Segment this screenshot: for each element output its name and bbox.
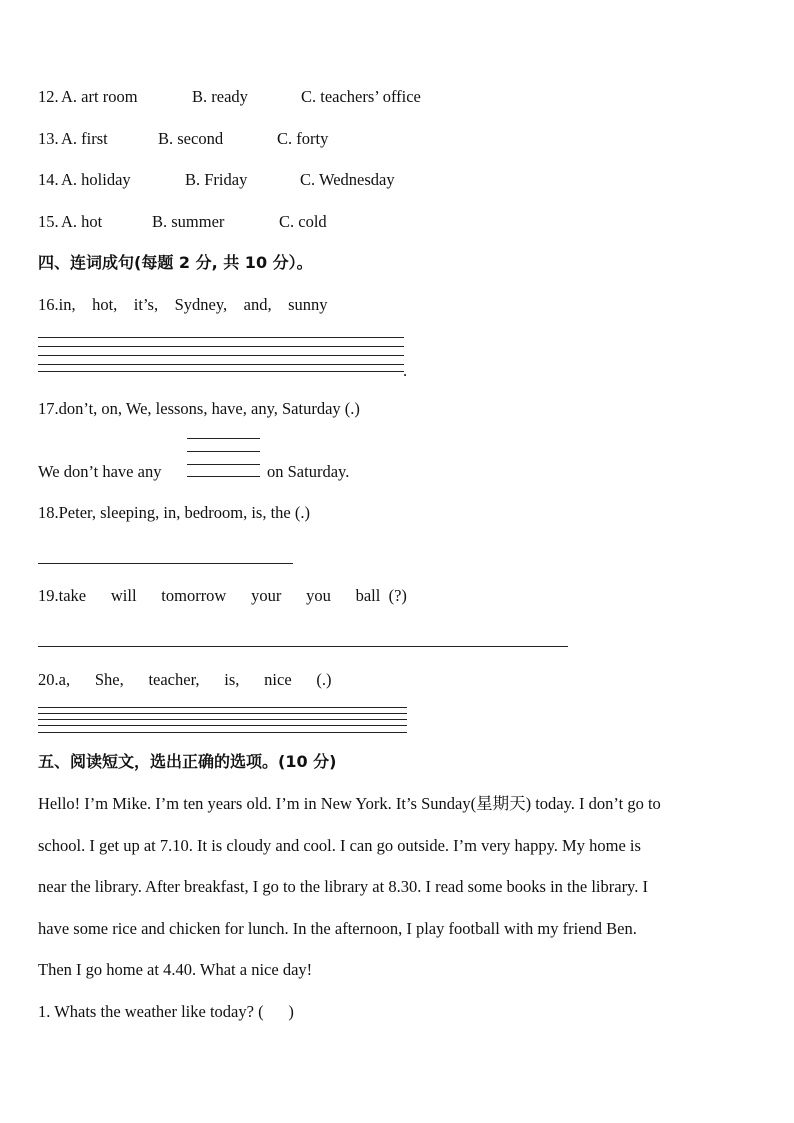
question-number: 15. xyxy=(38,212,59,231)
answer-line[interactable] xyxy=(187,464,260,465)
reading-passage xyxy=(38,783,768,991)
option-c: C. cold xyxy=(279,212,327,231)
option-c: C. forty xyxy=(277,129,329,148)
section-4-heading: 四、连词成句(每题 2 分, 共 10 分）。 xyxy=(38,253,313,272)
question-17 xyxy=(38,399,360,419)
passage-line: have some rice and chicken for lunch. In the afternoon, I play football with my friend Ben. xyxy=(38,918,637,938)
question-14 xyxy=(38,170,738,190)
question-12 xyxy=(38,87,738,107)
question-number: 13. xyxy=(38,129,59,148)
question-number: 12. xyxy=(38,87,59,106)
section-5-heading: 五、阅读短文，选出正确的选项。(10 分) xyxy=(38,752,337,771)
answer-line[interactable] xyxy=(38,646,568,647)
question-number: 19. xyxy=(38,586,59,605)
passage-line: Hello! I’m Mike. I’m ten years old. I’m in New York. It’s Sunday(星期天) today. I don’t go to xyxy=(38,794,661,813)
word-list: don’t, on, We, lessons, have, any, Saturday (.) xyxy=(58,399,360,418)
answer-line[interactable] xyxy=(38,355,404,356)
word-list: a, She, teacher, is, nice (.) xyxy=(58,670,332,689)
option-a: A. holiday xyxy=(61,170,131,189)
question-number: 16. xyxy=(38,295,59,314)
answer-line[interactable] xyxy=(38,364,404,365)
word-list: take will tomorrow your you ball (?) xyxy=(58,586,407,605)
sentence-period: . xyxy=(403,361,408,380)
passage-line: school. I get up at 7.10. It is cloudy and cool. I can go outside. I’m very happy. My home is xyxy=(38,835,641,855)
question-number: 20. xyxy=(38,670,59,689)
option-a: A. art room xyxy=(61,87,138,106)
passage-line: near the library. After breakfast, I go to the library at 8.30. I read some books in the library. I xyxy=(38,877,648,896)
answer-line[interactable] xyxy=(38,346,404,347)
sentence-start: We don’t have any xyxy=(38,462,162,481)
answer-line[interactable] xyxy=(187,451,260,452)
answer-line[interactable] xyxy=(187,476,260,477)
passage-line: Then I go home at 4.40. What a nice day! xyxy=(38,960,313,979)
option-a: A. first xyxy=(61,129,108,148)
answer-line[interactable] xyxy=(38,713,407,714)
question-20 xyxy=(38,670,332,690)
reading-question-1: 1. Whats the weather like today? ( ) xyxy=(38,1002,294,1021)
answer-line[interactable] xyxy=(38,719,407,720)
answer-line[interactable] xyxy=(38,725,407,726)
question-number: 18. xyxy=(38,503,59,522)
option-b: B. second xyxy=(158,129,224,148)
answer-line[interactable] xyxy=(187,438,260,439)
answer-line[interactable] xyxy=(38,371,404,372)
option-b: B. Friday xyxy=(185,170,248,189)
option-b: B. summer xyxy=(152,212,225,231)
question-19 xyxy=(38,586,407,606)
option-a: A. hot xyxy=(61,212,103,231)
word-list: Peter, sleeping, in, bedroom, is, the (.) xyxy=(58,503,310,522)
answer-line[interactable] xyxy=(38,732,407,733)
option-c: C. Wednesday xyxy=(300,170,395,189)
option-b: B. ready xyxy=(192,87,248,106)
option-c: C. teachers’ office xyxy=(301,87,421,106)
question-18 xyxy=(38,503,310,523)
answer-line[interactable] xyxy=(38,563,293,564)
question-15 xyxy=(38,212,738,232)
sentence-end: on Saturday. xyxy=(267,462,350,481)
question-number: 14. xyxy=(38,170,59,189)
question-13 xyxy=(38,129,738,149)
word-list: in, hot, it’s, Sydney, and, sunny xyxy=(58,295,328,314)
question-16 xyxy=(38,295,328,315)
question-number: 17. xyxy=(38,399,59,418)
answer-line[interactable] xyxy=(38,337,404,338)
answer-line[interactable] xyxy=(38,707,407,708)
